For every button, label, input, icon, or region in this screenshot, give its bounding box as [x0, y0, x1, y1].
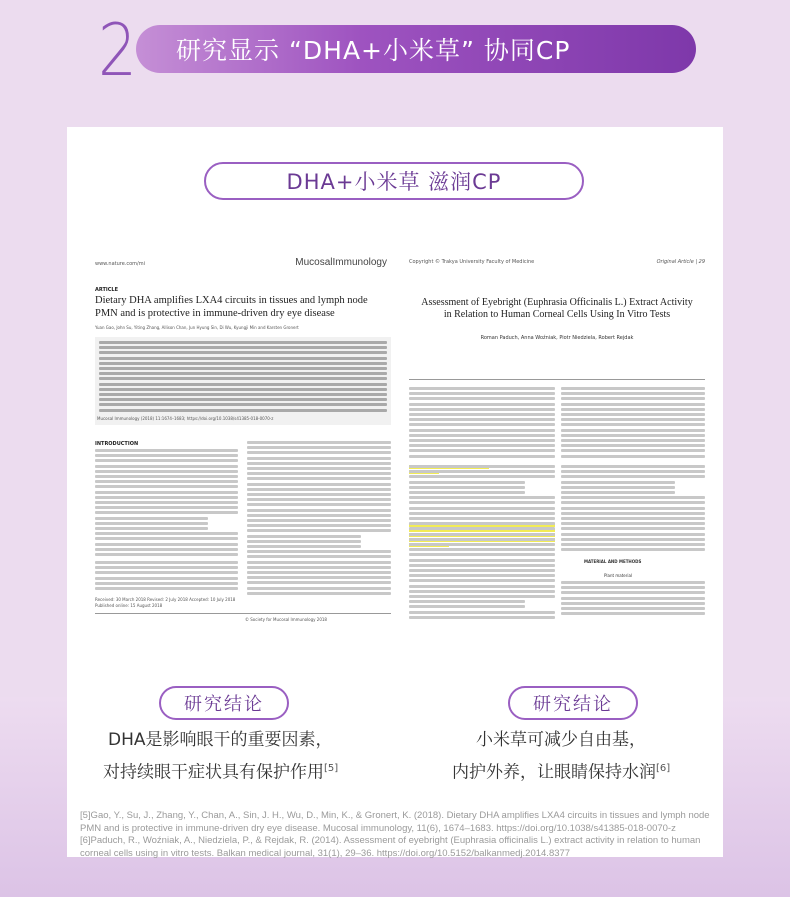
- text-line: [409, 449, 555, 452]
- text-line: [409, 486, 525, 489]
- text-line: [561, 538, 705, 541]
- text-line: [561, 470, 705, 473]
- paper-footer: © Society for Mucosal Immunology 2018: [245, 617, 327, 622]
- text-line: [561, 581, 705, 584]
- text-line: [409, 444, 555, 447]
- text-line: [409, 392, 555, 395]
- text-line: [561, 548, 705, 551]
- text-line: [409, 611, 555, 614]
- text-line: [247, 545, 361, 548]
- paper-journal: MucosalImmunology: [295, 257, 387, 268]
- text-line: [561, 403, 705, 406]
- text-line: [95, 491, 238, 494]
- text-line: [409, 470, 555, 473]
- text-line: [409, 491, 525, 494]
- text-line: [561, 586, 705, 589]
- paper-body-text: [409, 253, 709, 658]
- text-line: [409, 397, 555, 400]
- text-line: [95, 454, 238, 457]
- text-line: [99, 393, 387, 396]
- text-line: [561, 522, 705, 525]
- text-line: [247, 498, 391, 501]
- text-line: [95, 537, 238, 540]
- references: [80, 810, 710, 860]
- text-line: [409, 387, 555, 390]
- text-line: [409, 616, 555, 619]
- text-line: [561, 397, 705, 400]
- text-line: [561, 512, 705, 515]
- conclusion-left-line2: 对持续眼干症状具有保护作用[5]: [103, 762, 339, 783]
- text-line: [95, 548, 238, 551]
- text-line: [409, 439, 555, 442]
- text-line: [95, 587, 238, 590]
- citation-ref: [5]: [324, 763, 339, 774]
- text-line: [409, 569, 555, 572]
- text-line: [409, 423, 555, 426]
- text-line: [409, 585, 555, 588]
- text-line: [95, 577, 238, 580]
- text-line: [95, 485, 238, 488]
- text-line: [409, 522, 555, 525]
- text-line: [561, 533, 705, 536]
- text-line: [99, 409, 387, 412]
- text-line: [247, 503, 391, 506]
- text-line: [247, 477, 391, 480]
- text-line: [99, 351, 387, 354]
- text-line: [561, 607, 705, 610]
- text-line: [561, 597, 705, 600]
- text-line: [247, 540, 361, 543]
- text-line: [561, 418, 705, 421]
- text-line: [409, 574, 555, 577]
- text-line: [561, 413, 705, 416]
- text-line: [561, 527, 705, 530]
- text-line: [561, 501, 705, 504]
- text-line: [561, 392, 705, 395]
- text-line: [99, 388, 387, 391]
- text-line: [99, 383, 387, 386]
- text-line: [247, 462, 391, 465]
- text-line: [247, 441, 391, 444]
- text-line: [561, 602, 705, 605]
- paper-subsection: Plant material: [604, 573, 633, 578]
- conclusion-label-left: 研究结论: [159, 686, 289, 720]
- paper-published: Published online: 15 August 2018: [95, 603, 163, 608]
- text-line: [247, 566, 391, 569]
- text-line: [409, 564, 555, 567]
- text-line: [247, 451, 391, 454]
- text-line: [99, 403, 387, 406]
- text-line: [95, 566, 238, 569]
- text-line: [247, 519, 391, 522]
- paper-page-eyebright: [409, 253, 709, 658]
- text-line: [99, 372, 387, 375]
- text-line: [409, 559, 555, 562]
- conclusion-label-right: 研究结论: [508, 686, 638, 720]
- text-line: [247, 587, 391, 590]
- paper-page-label: Original Article | 29: [656, 259, 705, 265]
- text-line: [95, 475, 238, 478]
- text-line: [561, 543, 705, 546]
- text-line: [561, 591, 705, 594]
- text-line: [247, 457, 391, 460]
- text-line: [247, 576, 391, 579]
- text-line: [409, 595, 555, 598]
- text-line: [561, 434, 705, 437]
- text-line: [561, 449, 705, 452]
- text-line: [409, 481, 525, 484]
- text-line: [99, 362, 387, 365]
- text-line: [95, 501, 238, 504]
- text-line: [409, 403, 555, 406]
- reference-item: [6]Paduch, R., Woźniak, A., Niedziela, P., & Rejdak, R. (2014). Assessment of eyebright (Euphrasia officinalis L.) extract activity in relation to human corneal cells using in vitro tests. Balkan medical journal, 31(1), 29–36. https://doi.org/10.5152/balkanmedj.2014.8377: [80, 835, 701, 859]
- text-line: [99, 377, 387, 380]
- text-line: [247, 581, 391, 584]
- header-title: 研究显示 “DHA+小米草” 协同CP: [176, 36, 571, 65]
- text-line: [99, 398, 387, 401]
- header-banner: [136, 25, 696, 73]
- text-line: [561, 612, 705, 615]
- text-line: [409, 548, 555, 551]
- text-line: [95, 517, 208, 520]
- section-number: 2: [98, 8, 137, 92]
- text-line: [247, 592, 391, 595]
- text-line: [409, 590, 555, 593]
- text-line: [561, 455, 705, 458]
- text-line: [95, 496, 238, 499]
- text-line: [247, 493, 391, 496]
- text-line: [409, 413, 555, 416]
- text-line: [561, 465, 705, 468]
- text-line: [561, 444, 705, 447]
- text-line: [95, 543, 238, 546]
- text-line: [95, 532, 238, 535]
- text-line: [95, 527, 208, 530]
- paper-copyright: Copyright © Trakya University Faculty of Medicine: [409, 259, 535, 265]
- text-line: [561, 429, 705, 432]
- paper-section: ARTICLE: [95, 287, 119, 293]
- text-line: [561, 517, 705, 520]
- text-line: [409, 475, 555, 478]
- paper-title: Dietary DHA amplifies LXA4 circuits in tissues and lymph node PMN and is protective in immune-driven dry eye disease: [95, 295, 368, 319]
- reference-item: [5]Gao, Y., Su, J., Zhang, Y., Chan, A., Sin, J. H., Wu, D., Min, K., & Gronert, K. (2018). Dietary DHA amplifies LXA4 circuits in tissues and lymph node PMN and is protective in immune-driven dry eye disease. Mucosal immunology, 11(6), 1674–1683. https://doi.org/10.1038/s41385-018-0070-z: [80, 810, 710, 834]
- text-line: [561, 496, 705, 499]
- text-line: [247, 472, 391, 475]
- text-line: [95, 553, 238, 556]
- text-line: [409, 538, 555, 541]
- text-line: [99, 341, 387, 344]
- text-line: [247, 488, 391, 491]
- text-line: [409, 507, 555, 510]
- text-line: [409, 408, 555, 411]
- text-line: [409, 496, 555, 499]
- text-line: [409, 600, 525, 603]
- citation-ref: [6]: [656, 763, 671, 774]
- text-line: [247, 535, 361, 538]
- text-line: [409, 579, 555, 582]
- text-line: [95, 459, 238, 462]
- text-line: [561, 423, 705, 426]
- text-line: [247, 509, 391, 512]
- text-line: [95, 506, 238, 509]
- card-title: DHA+小米草 滋润CP: [204, 162, 584, 200]
- text-line: [409, 429, 555, 432]
- text-line: [95, 582, 238, 585]
- text-line: [247, 550, 391, 553]
- paper-citation: Mucosal Immunology (2018) 11:1674–1683; https://doi.org/10.1038/s41385-018-0070-z: [97, 416, 274, 421]
- paper-methods-heading: MATERIAL AND METHODS: [584, 559, 642, 564]
- paper-page-dha: [95, 253, 395, 658]
- text-line: [99, 357, 387, 360]
- text-line: [247, 467, 391, 470]
- text-line: [95, 465, 238, 468]
- text-line: [561, 408, 705, 411]
- text-line: [95, 522, 208, 525]
- text-line: [561, 475, 705, 478]
- paper-authors: Yuan Gao, John Su, Yiting Zhang, Allison Chan, Jun Hyung Sin, Di Wu, Kyungji Min and Karsten Gronert: [95, 325, 299, 330]
- text-line: [95, 470, 238, 473]
- text-line: [409, 533, 555, 536]
- text-line: [561, 481, 675, 484]
- text-line: [247, 529, 391, 532]
- text-line: [95, 449, 238, 452]
- text-line: [409, 434, 555, 437]
- paper-authors: Roman Paduch, Anna Woźniak, Piotr Niedziela, Robert Rejdak: [480, 335, 634, 341]
- paper-received: Received: 30 March 2018 Revised: 2 July 2018 Accepted: 10 July 2018: [95, 597, 236, 602]
- paper-footer-rule: [95, 613, 391, 614]
- text-line: [247, 524, 391, 527]
- text-line: [95, 561, 238, 564]
- text-line: [247, 483, 391, 486]
- text-line: [247, 514, 391, 517]
- text-line: [561, 439, 705, 442]
- text-line: [409, 527, 555, 530]
- text-line: [247, 571, 391, 574]
- conclusion-right-line2: 内护外养，让眼睛保持水润[6]: [452, 762, 671, 783]
- text-line: [561, 507, 705, 510]
- text-line: [247, 446, 391, 449]
- text-line: [409, 501, 555, 504]
- text-line: [95, 511, 238, 514]
- text-line: [247, 555, 391, 558]
- text-line: [95, 571, 238, 574]
- text-line: [409, 543, 555, 546]
- text-line: [99, 367, 387, 370]
- text-line: [561, 491, 675, 494]
- text-line: [409, 605, 525, 608]
- text-line: [409, 418, 555, 421]
- text-line: [409, 553, 555, 556]
- text-line: [95, 480, 238, 483]
- paper-website: www.nature.com/mi: [95, 261, 145, 267]
- text-line: [409, 465, 555, 468]
- conclusion-left-line1: DHA是影响眼干的重要因素，: [108, 730, 333, 750]
- text-line: [561, 387, 705, 390]
- text-line: [561, 486, 675, 489]
- paper-intro-heading: INTRODUCTION: [95, 441, 139, 447]
- text-line: [409, 517, 555, 520]
- text-line: [247, 561, 391, 564]
- conclusion-right-line1: 小米草可减少自由基，: [476, 730, 646, 750]
- text-line: [409, 455, 555, 458]
- paper-title: Assessment of Eyebright (Euphrasia Officinalis L.) Extract Activity in Relation to Human Corneal Cells Using In Vitro Tests: [421, 297, 693, 320]
- text-line: [99, 346, 387, 349]
- text-line: [409, 512, 555, 515]
